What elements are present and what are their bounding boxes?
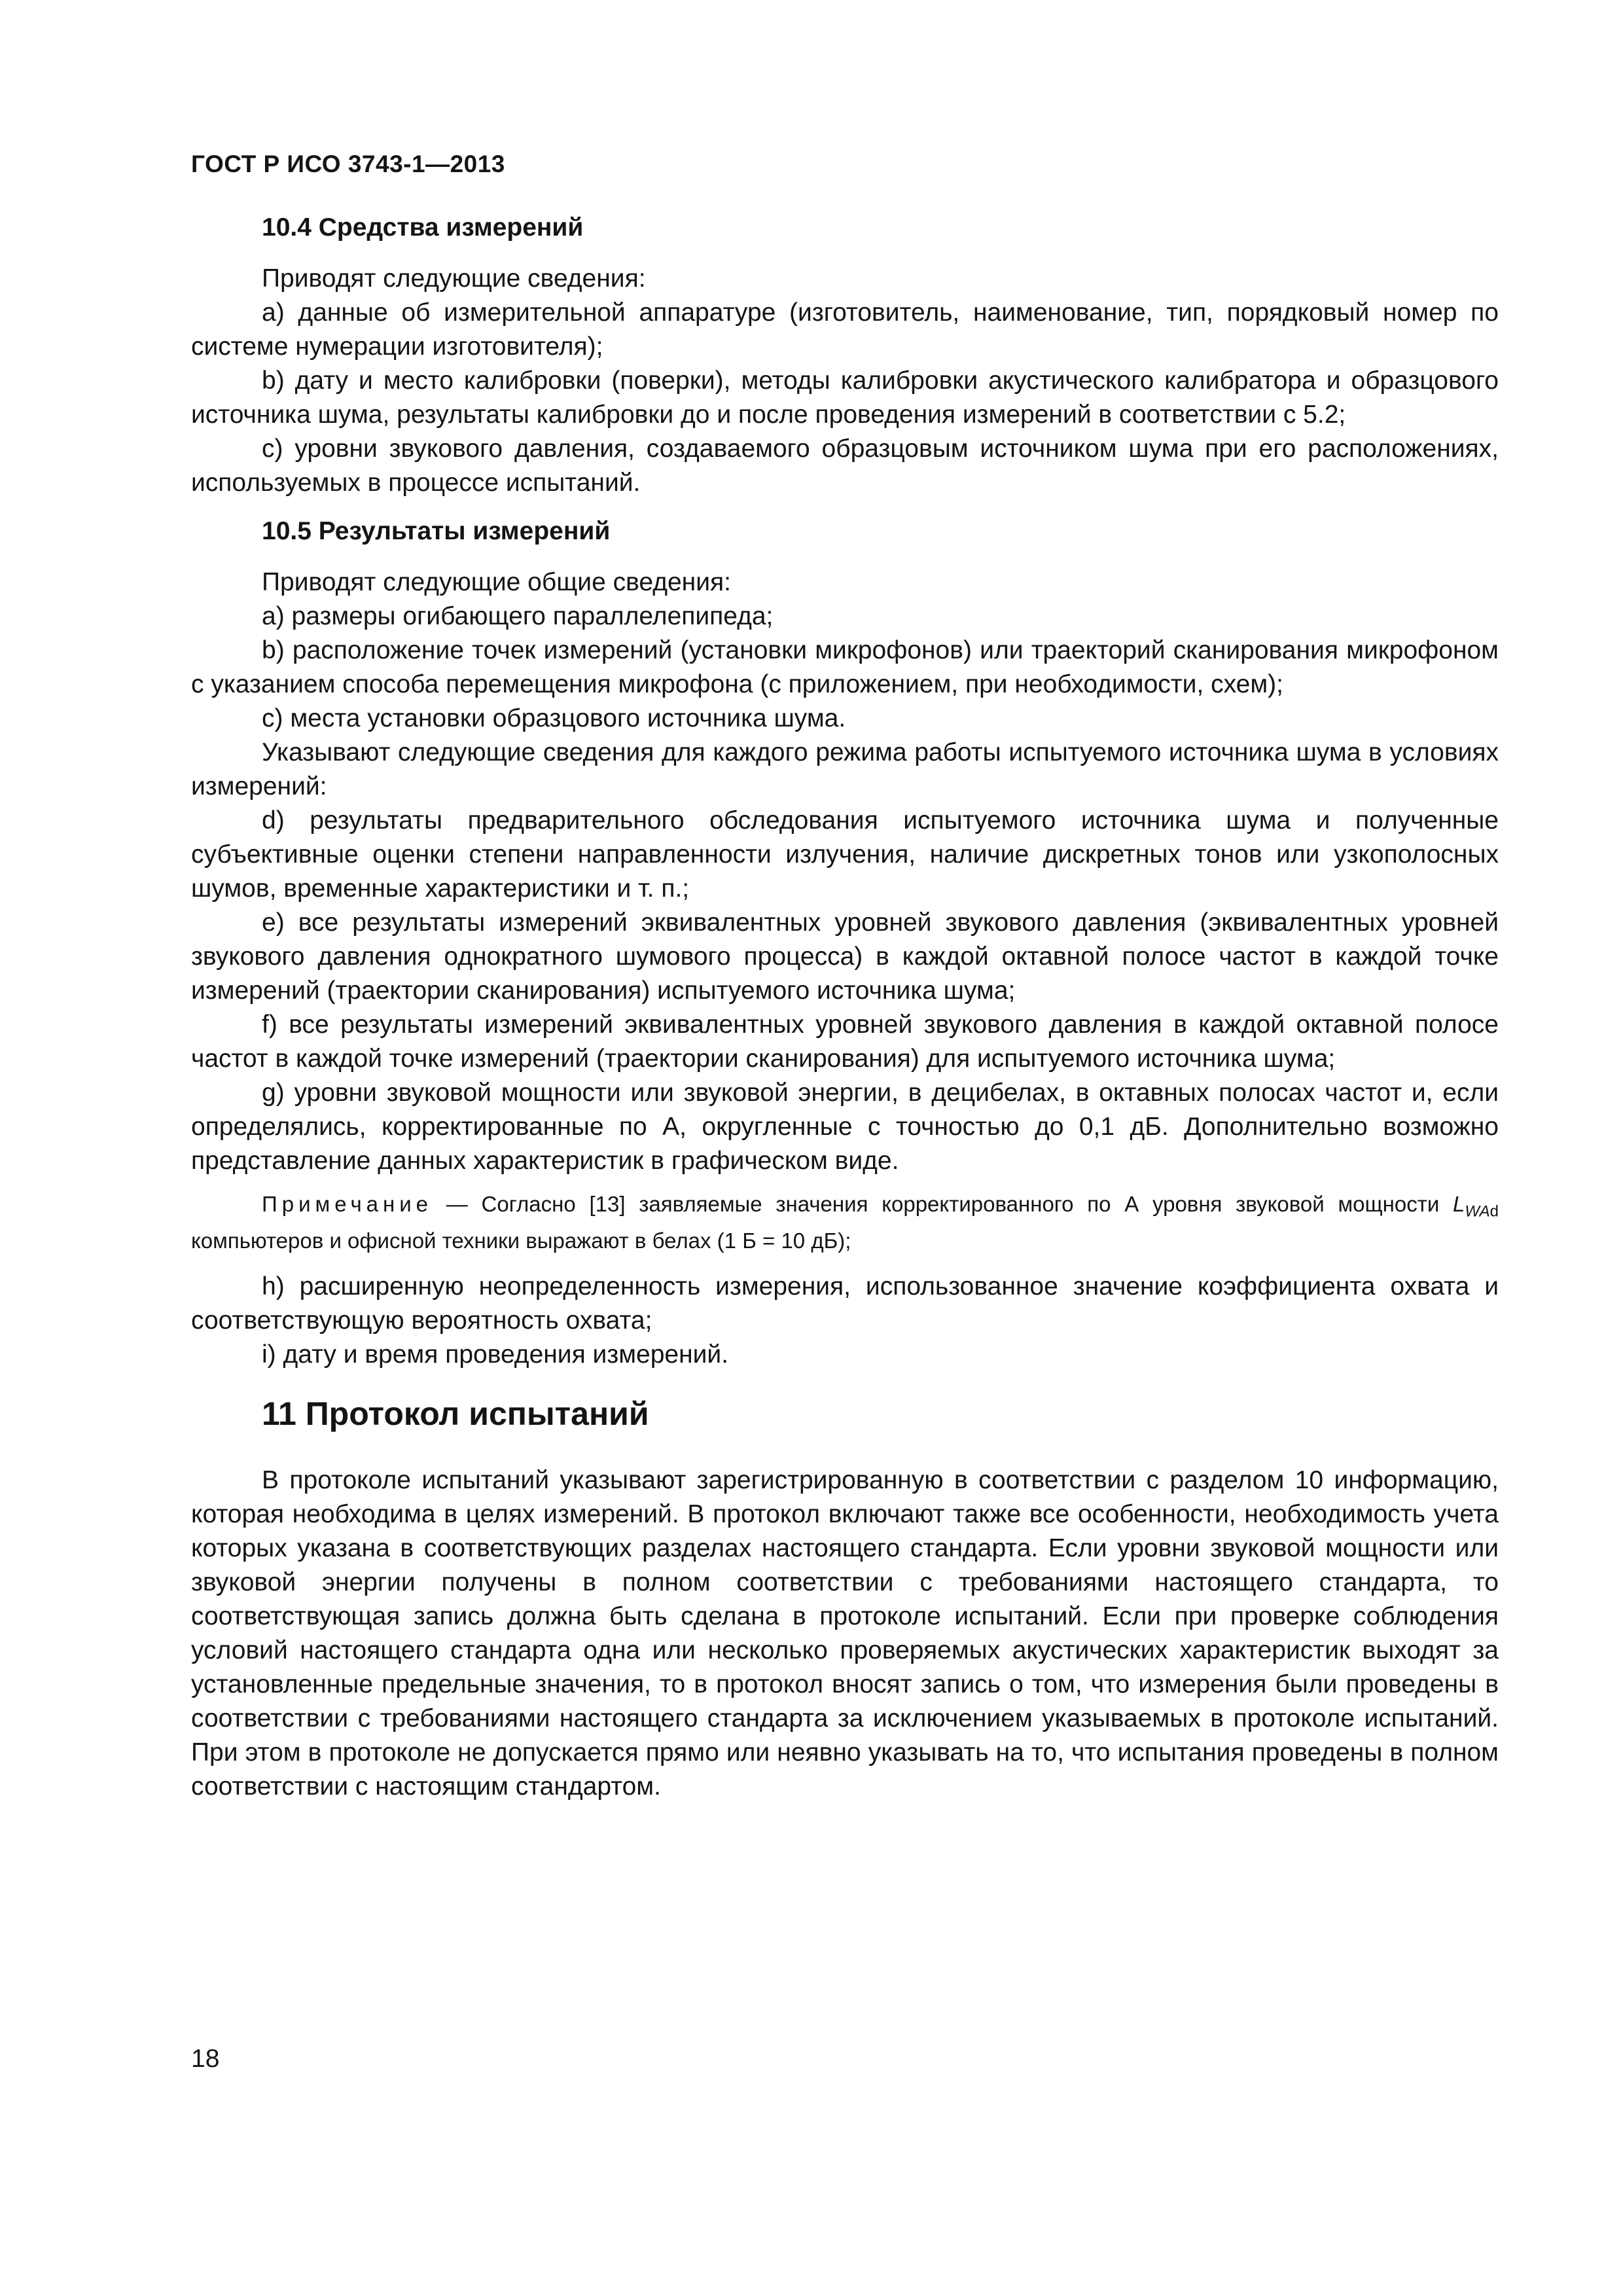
section-10-5-intro: Приводят следующие общие сведения:	[262, 568, 731, 596]
section-11-paragraph: В протоколе испытаний указывают зарегистрированную в соответствии с разделом 10 информацию, которая необходима в целях измерений. В протокол включают также все особенности, необходимость учета которых указана в соответствующих разделах настоящего стандарта. Если уровни звуковой мощности или звуковой энергии получены в полном соответствии с требованиями настоящего стандарта, то соответствующая запись должна быть сделана в протоколе испытаний. Если при проверке соблюдения условий настоящего стандарта одна или несколько проверяемых акустических характеристик выходят за установленные предельные значения, то в протокол вносят запись о том, что измерения были проведены в соответствии с требованиями настоящего стандарта за исключением указываемых в протоколе испытаний. При этом в протоколе не допускается прямо или неявно указывать на то, что испытания проведены в полном соответствии с настоящим стандартом.	[191, 1465, 1499, 1801]
section-10-5-item-a: а) размеры огибающего параллелепипеда;	[262, 602, 774, 630]
note-symbol-sub: WA	[1465, 1202, 1490, 1221]
section-10-4-intro: Приводят следующие сведения:	[262, 264, 646, 293]
page-content	[191, 211, 1499, 1804]
section-10-5-item-g: g) уровни звуковой мощности или звуковой энергии, в децибелах, в октавных полосах частот и, если определялись, корректированные по А, округленные с точностью до 0,1 дБ. Дополнительно возможно представление данных характеристик в графическом виде.	[191, 1079, 1499, 1175]
section-10-5-item-i: i) дату и время проведения измерений.	[262, 1340, 729, 1369]
section-11-heading: 11 Протокол испытаний	[262, 1395, 649, 1432]
document-code-header: ГОСТ Р ИСО 3743-1—2013	[191, 151, 505, 177]
section-10-4-item-b: b) дату и место калибровки (поверки), методы калибровки акустического калибратора и образцового источника шума, результаты калибровки до и после проведения измерений в соответствии с 5.2;	[191, 367, 1499, 429]
note-symbol-main: L	[1453, 1192, 1465, 1216]
note-symbol-sub2: d	[1489, 1202, 1499, 1221]
section-10-5-heading: 10.5 Результаты измерений	[262, 517, 611, 545]
section-10-5-mode-intro: Указывают следующие сведения для каждого режима работы испытуемого источника шума в условиях измерений:	[191, 738, 1499, 800]
section-10-5-item-c: с) места установки образцового источника шума.	[262, 704, 846, 732]
note-text-2: компьютеров и офисной техники выражают в белах (1 Б = 10 дБ);	[191, 1228, 851, 1253]
section-10-5-item-b: b) расположение точек измерений (установки микрофонов) или траекторий сканирования микрофоном с указанием способа перемещения микрофона (с приложением, при необходимости, схем);	[191, 636, 1499, 698]
note-paragraph	[191, 1190, 1499, 1255]
note-symbol	[1453, 1192, 1499, 1221]
section-10-4-item-c: с) уровни звукового давления, создаваемого образцовым источником шума при его расположениях, используемых в процессе испытаний.	[191, 435, 1499, 497]
note-label: Примечание	[262, 1192, 433, 1216]
page-number: 18	[191, 2045, 220, 2073]
section-10-5-item-d: d) результаты предварительного обследования испытуемого источника шума и полученные субъективные оценки степени направленности излучения, наличие дискретных тонов или узкополосных шумов, временные характеристики и т. п.;	[191, 806, 1499, 903]
section-10-5-item-f: f) все результаты измерений эквивалентных уровней звукового давления в каждой октавной полосе частот в каждой точке измерений (траектории сканирования) для испытуемого источника шума;	[191, 1011, 1499, 1073]
section-10-4-item-a: а) данные об измерительной аппаратуре (изготовитель, наименование, тип, порядковый номер по системе нумерации изготовителя);	[191, 298, 1499, 361]
section-10-5-item-e: е) все результаты измерений эквивалентных уровней звукового давления (эквивалентных уровней звукового давления однократного шумового процесса) в каждой октавной полосе частот в каждой точке измерений (траектории сканирования) испытуемого источника шума;	[191, 908, 1499, 1005]
section-10-5-item-h: h) расширенную неопределенность измерения, использованное значение коэффициента охвата и соответствующую вероятность охвата;	[191, 1272, 1499, 1335]
section-10-4-heading: 10.4 Средства измерений	[262, 213, 584, 242]
note-text-1: — Согласно [13] заявляемые значения корректированного по А уровня звуковой мощности	[433, 1192, 1454, 1216]
